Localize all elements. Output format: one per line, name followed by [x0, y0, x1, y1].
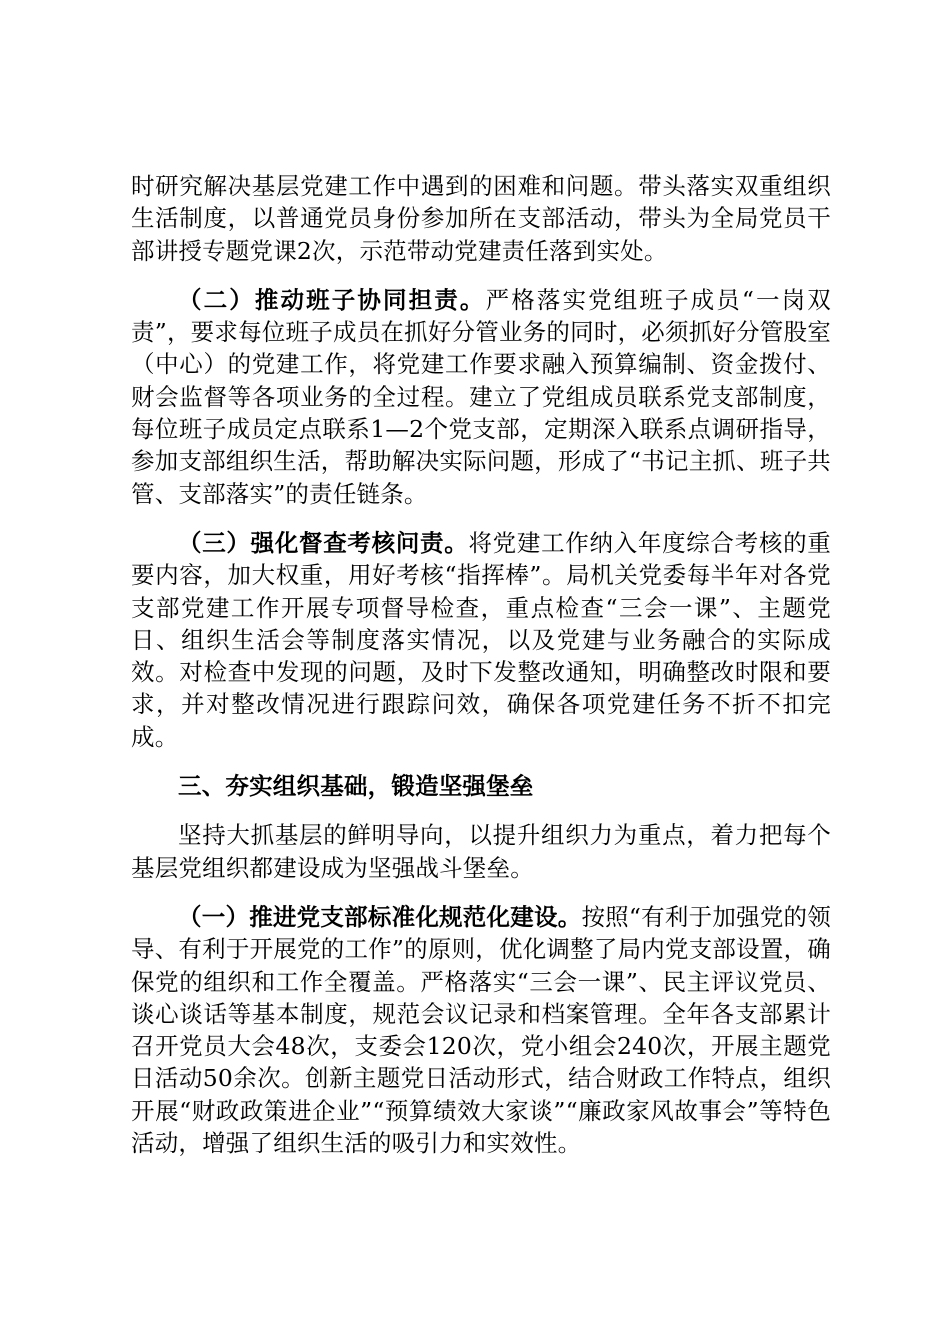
document-body: [131, 170, 831, 1176]
paragraph-text: 时研究解决基层党建工作中遇到的困难和问题。带头落实双重组织生活制度，以普通党员身份参加所在支部活动，带头为全局党员干部讲授专题党课2次，示范带动党建责任落到实处。: [131, 172, 831, 265]
paragraph-lead-heading: （三）强化督查考核问责。: [178, 528, 469, 557]
paragraph-continuation: [131, 170, 831, 267]
section-heading-3: 三、夯实组织基础，锻造坚强堡垒: [178, 772, 534, 801]
paragraph-section-intro: [131, 819, 831, 884]
paragraph-text: 坚持大抓基层的鲜明导向，以提升组织力为重点，着力把每个基层党组织都建设成为坚强战斗堡垒。: [131, 821, 831, 882]
paragraph-lead-heading: （一）推进党支部标准化规范化建设。: [178, 902, 582, 931]
paragraph-text: 将党建工作纳入年度综合考核的重要内容，加大权重，用好考核“指挥棒”。局机关党委每半年对各党支部党建工作开展专项督导检查，重点检查“三会一课”、主题党日、组织生活会等制度落实情况，以及党建与业务融合的实际成效。对检查中发现的问题，及时下发整改通知，明确整改时限和要求，并对整改情况进行跟踪问效，确保各项党建任务不折不扣完成。: [131, 528, 832, 751]
paragraph-branch-standardization: [131, 901, 831, 1159]
paragraph-supervision-accountability: [131, 527, 831, 753]
paragraph-text: 严格落实党组班子成员“一岗双责”，要求每位班子成员在抓好分管业务的同时，必须抓好分管股室（中心）的党建工作，将党建工作要求融入预算编制、资金拨付、财会监督等各项业务的全过程。建立了党组成员联系党支部制度，每位班子成员定点联系1—2个党支部，定期深入联系点调研指导，参加支部组织生活，帮助解决实际问题，形成了“书记主抓、班子共管、支部落实”的责任链条。: [131, 285, 831, 508]
paragraph-lead-heading: （二）推动班子协同担责。: [178, 285, 486, 314]
paragraph-team-responsibility: [131, 284, 831, 510]
paragraph-text: 按照“有利于加强党的领导、有利于开展党的工作”的原则，优化调整了局内党支部设置，确保党的组织和工作全覆盖。严格落实“三会一课”、民主评议党员、谈心谈话等基本制度，规范会议记录和档案管理。全年各支部累计召开党员大会48次，支委会120次，党小组会240次，开展主题党日活动50余次。创新主题党日活动形式，结合财政工作特点，组织开展“财政政策进企业”“预算绩效大家谈”“廉政家风故事会”等特色活动，增强了组织生活的吸引力和实效性。: [131, 902, 831, 1158]
